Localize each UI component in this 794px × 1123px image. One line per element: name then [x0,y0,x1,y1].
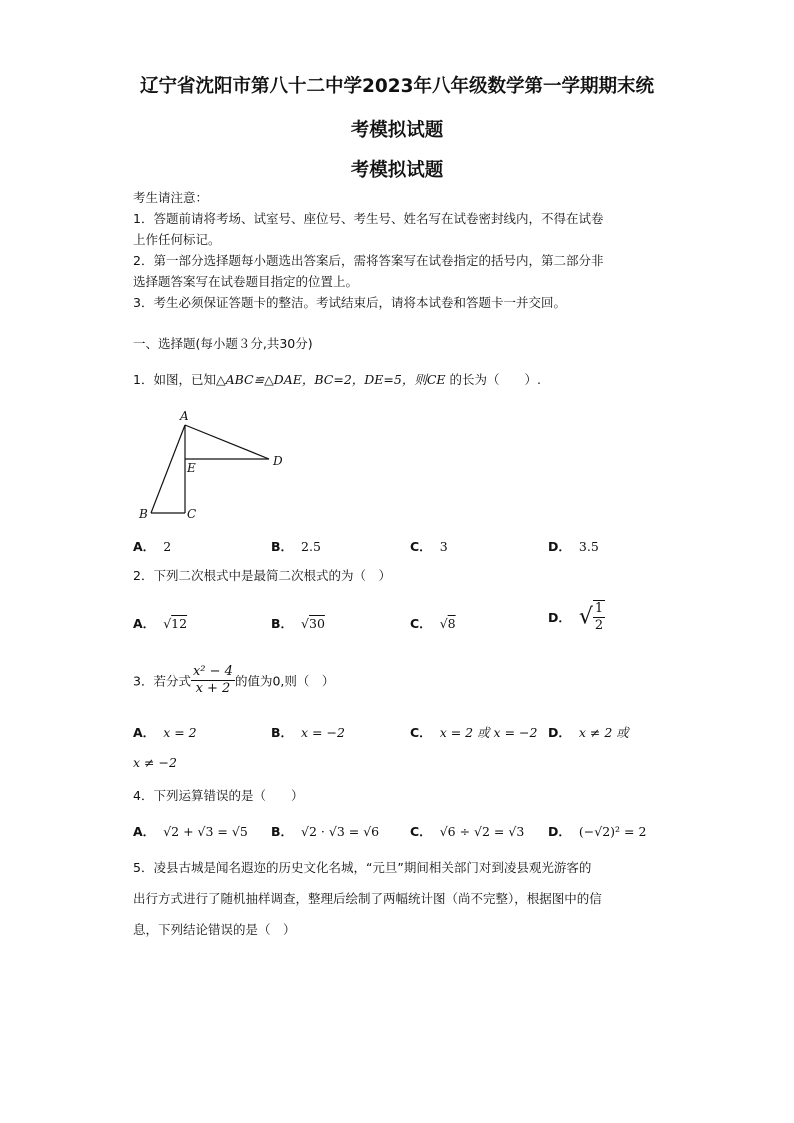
q4-option-a: A． √2 + √3 = √5 [133,824,248,839]
q3-option-a: A． x = 2 [133,725,197,740]
section-title: 一、选择题(每小题３分,共30分) [133,336,313,351]
notice-item1-a: 1．答题前请将考场、试室号、座位号、考生号、姓名写在试卷密封线内，不得在试卷 [133,211,604,226]
q1-triangle-figure [133,405,303,525]
label-b: B [139,507,148,521]
label-d: D [273,454,283,468]
notice-item1-b: 上作任何标记。 [133,232,221,247]
q1-congruence: △ABC≌△DAE [215,372,302,387]
segment-ad [185,425,269,459]
q2-stem: 2．下列二次根式中是最简二次根式的为（ ） [133,568,391,583]
label-e: E [187,461,196,475]
notice-item2-a: 2．第一部分选择题每小题选出答案后，需将答案写在试卷指定的括号内，第二部分非 [133,253,604,268]
q4-stem: 4．下列运算错误的是（ ） [133,788,304,803]
q1-given: ，BC=2，DE=5，则 [301,372,427,387]
q1-option-b: B． 2.5 [271,539,321,554]
q1-option-a: A． 2 [133,539,172,554]
q5-line2: 出行方式进行了随机抽样调查，整理后绘制了两幅统计图（尚不完整），根据图中的信 [133,891,602,906]
q1-option-c: C． 3 [410,539,448,554]
segment-ab [151,425,185,513]
q5-line1: 5．凌县古城是闻名遐迩的历史文化名城，“元旦”期间相关部门对到凌县观光游客的 [133,860,592,875]
notice-heading: 考生请注意： [133,190,209,205]
q4-option-c: C． √6 ÷ √2 = √3 [410,824,525,839]
q3-fraction: $\frac{\text{x² − 4}}{x + 2}$ [192,664,233,696]
q5-line3: 息，下列结论错误的是（ ） [133,922,296,937]
exam-title-line2: 考模拟试题 [350,120,444,141]
q3-option-b: B． x = −2 [271,725,345,740]
q1-ce: CE [426,372,446,387]
notice-item3: 3．考生必须保证答题卡的整洁。考试结束后，请将本试卷和答题卡一并交回。 [133,295,566,310]
q2-option-d: D． √ $\frac{1}{2}$ [548,601,604,633]
q3-option-c: C． x = 2 或 x = −2 [410,725,538,740]
q1-suffix: 的长为（ ）. [445,372,541,387]
q2-option-b: B． √30 [271,616,325,631]
exam-title-line1: 辽宁省沈阳市第八十二中学2023年八年级数学第一学期期末统 [140,76,654,97]
q3-stem: 3．若分式 $\frac{\text{x² − 4}}{x + 2}$ 的值为0,则（ ） [133,664,335,696]
label-c: C [187,507,197,521]
q1-prefix: 1．如图，已知 [133,372,216,387]
exam-title-line3: 考模拟试题 [350,160,444,181]
q2-option-a: A． √12 [133,616,188,631]
label-a: A [180,409,189,423]
q2-option-c: C． √8 [410,616,456,631]
q3-option-d: D． x ≠ 2 或 [548,725,629,740]
q4-option-b: B． √2 · √3 = √6 [271,824,380,839]
q1-option-d: D． 3.5 [548,539,599,554]
q3-option-d-cont: x ≠ −2 [133,755,177,770]
q1-stem [133,370,541,388]
notice-item2-b: 选择题答案写在试卷题目指定的位置上。 [133,274,359,289]
q4-option-d: D． (−√2)² = 2 [548,824,647,839]
